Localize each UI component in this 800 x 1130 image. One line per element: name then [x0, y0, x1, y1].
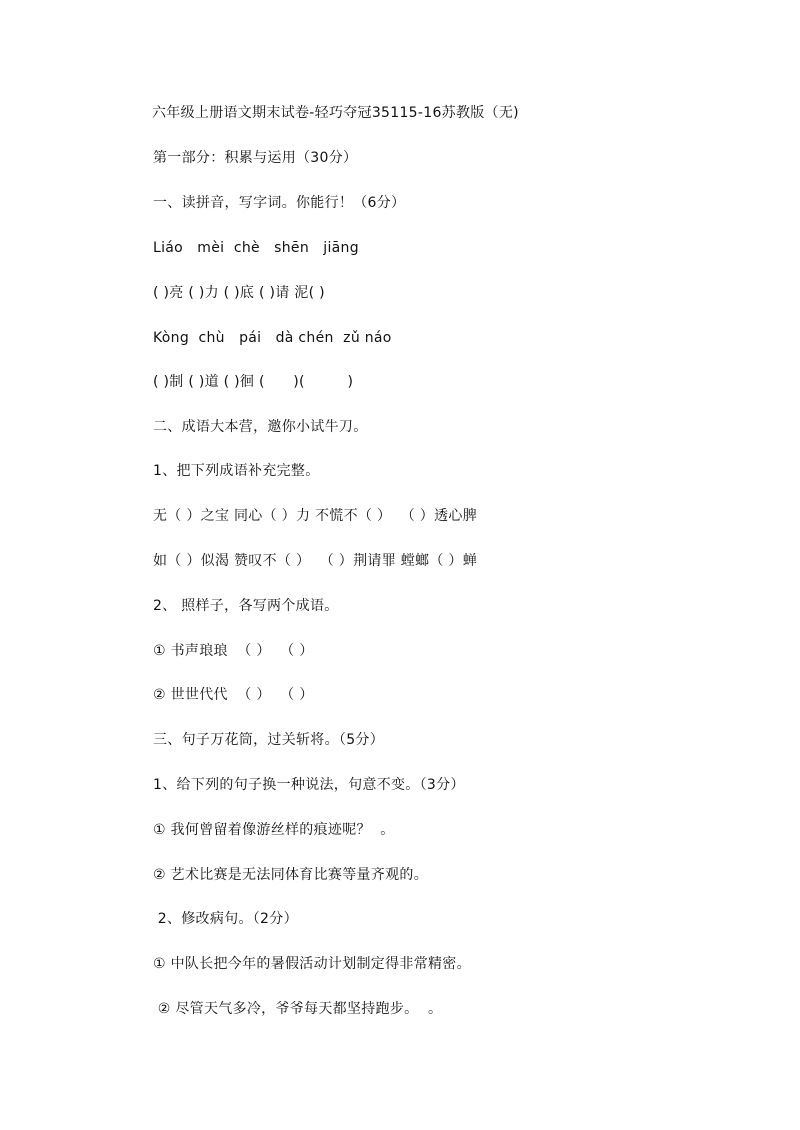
question-heading: 三、句子万花筒，过关斩将。（5分） [153, 732, 385, 748]
document-title: 六年级上册语文期末试卷-轻巧夺冠35115-16苏教版（无) [152, 105, 519, 121]
blank-row: ( )制 ( )道 ( )徊 ( )( ) [153, 374, 354, 390]
sentence-item: ② 尽管天气多冷，爷爷每天都坚持跑步。 。 [153, 1001, 443, 1017]
sub-question: 2、修改病句。（2分） [153, 911, 298, 927]
blank-row: ( )亮 ( )力 ( )底 ( )请 泥( ) [153, 285, 325, 301]
question-heading: 一、读拼音，写字词。你能行！（6分） [153, 195, 406, 211]
sub-question: 2、 照样子，各写两个成语。 [153, 598, 339, 614]
pinyin-row: Kòng chù pái dà chén zǔ náo [153, 330, 392, 346]
sub-question: 1、给下列的句子换一种说法，句意不变。（3分） [153, 777, 465, 793]
sentence-item: ② 艺术比赛是无法同体育比赛等量齐观的。 [153, 867, 428, 883]
pinyin-row: Liáo mèi chè shēn jiāng [153, 240, 359, 256]
sentence-item: ① 中队长把今年的暑假活动计划制定得非常精密。 [153, 956, 471, 972]
idiom-row: 无（ ）之宝 同心（ ）力 不慌不（ ） （ ）透心脾 [153, 508, 477, 524]
question-heading: 二、成语大本营，邀你小试牛刀。 [153, 419, 368, 435]
example-item: ② 世世代代 （ ） （ ） [153, 687, 314, 703]
sub-question: 1、把下列成语补充完整。 [153, 463, 320, 479]
idiom-row: 如（ ）似渴 赞叹不（ ） （ ）荆请罪 螳螂（ ）蝉 [153, 553, 477, 569]
section-heading: 第一部分：积累与运用（30分） [153, 150, 358, 166]
example-item: ① 书声琅琅 （ ） （ ） [153, 643, 314, 659]
sentence-item: ① 我何曾留着像游丝样的痕迹呢？ 。 [153, 822, 395, 838]
